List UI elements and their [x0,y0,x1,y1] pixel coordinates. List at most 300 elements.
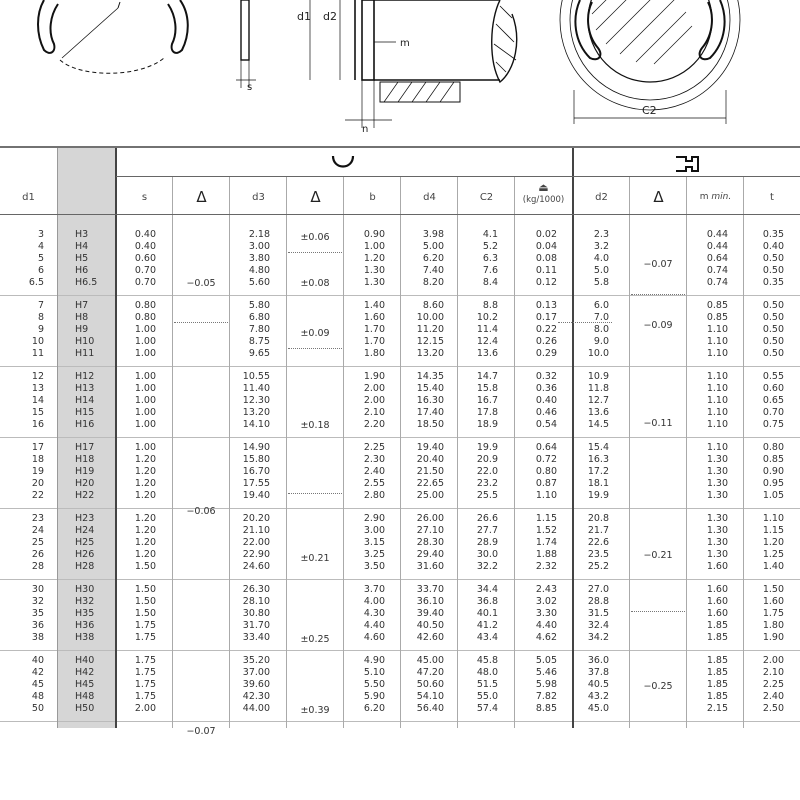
table-cell: 31.60 [416,561,444,572]
table-cell: H3 [75,229,89,240]
table-cell: 26.00 [416,513,444,524]
table-cell: 0.90 [363,229,385,240]
table-cell: 7.0 [593,312,609,323]
table-cell: 10.0 [587,348,609,359]
table-cell: 21.50 [416,466,444,477]
table-cell: 50 [31,703,44,714]
table-cell: 1.20 [134,454,156,465]
table-cell: 12.4 [476,336,498,347]
table-cell: 33.40 [242,632,270,643]
table-cell: 0.02 [535,229,557,240]
table-cell: 1.40 [363,300,385,311]
table-cell: 51.5 [476,679,498,690]
table-cell: 0.40 [535,395,557,406]
table-cell: 32 [31,596,44,607]
table-cell: 19 [31,466,44,477]
table-cell: 22.00 [242,537,270,548]
table-cell: 1.30 [363,277,385,288]
header-m-min [687,192,744,202]
table-cell: 4.30 [363,608,385,619]
table-cell: 7.80 [248,324,270,335]
table-cell: 7.82 [535,691,557,702]
label-d2: d2 [323,10,337,23]
table-cell: 3.02 [535,596,557,607]
tolerance-d3: ±0.09 [300,328,330,339]
table-cell: 28 [31,561,44,572]
table-cell: 9.0 [593,336,609,347]
table-cell: 2.10 [363,407,385,418]
table-cell: H28 [75,561,95,572]
table-cell: 1.20 [134,549,156,560]
table-cell: 23.5 [587,549,609,560]
table-cell: 6.80 [248,312,270,323]
table-cell: 0.74 [706,277,728,288]
header-divider [116,176,800,177]
table-cell: 19.40 [242,490,270,501]
table-cell: 0.60 [134,253,156,264]
table-cell: 19.9 [476,442,498,453]
table-cell: 10.9 [587,371,609,382]
table-cell: 1.10 [762,513,784,524]
table-cell: 35.20 [242,655,270,666]
table-cell: 2.40 [762,691,784,702]
table-cell: 16.7 [476,395,498,406]
table-cell: 0.80 [134,300,156,311]
column-divider [686,176,687,728]
table-cell: 5.50 [363,679,385,690]
table-cell: 48.0 [476,667,498,678]
table-cell: 1.85 [706,679,728,690]
table-cell: 1.60 [706,561,728,572]
table-cell: 11.40 [242,383,270,394]
tolerance-d2: −0.09 [643,320,673,331]
table-cell: 3.98 [422,229,444,240]
table-cell: 1.75 [762,608,784,619]
table-cell: 1.75 [134,655,156,666]
table-cell: 26 [31,549,44,560]
table-cell: 14.10 [242,419,270,430]
table-cell: 43.4 [476,632,498,643]
table-cell: 1.85 [706,667,728,678]
table-cell: 0.85 [706,312,728,323]
table-cell: 2.15 [706,703,728,714]
header-delta-d3: Δ [310,188,321,206]
table-cell: 18 [31,454,44,465]
table-cell: 1.30 [706,549,728,560]
table-cell: 0.50 [762,312,784,323]
table-cell: 3.80 [248,253,270,264]
table-cell: H5 [75,253,89,264]
table-cell: 2.00 [363,383,385,394]
table-cell: 41.2 [476,620,498,631]
table-cell: 1.00 [134,383,156,394]
table-cell: 6.3 [482,253,498,264]
tolerance-d3: ±0.21 [300,553,330,564]
table-cell: 1.10 [706,442,728,453]
table-cell: 19.9 [587,490,609,501]
table-cell: 16.30 [416,395,444,406]
table-cell: 14.7 [476,371,498,382]
table-cell: 1.40 [762,561,784,572]
table-cell: 19.40 [416,442,444,453]
table-cell: 0.46 [535,407,557,418]
table-cell: 38 [31,632,44,643]
table-cell: 3.25 [363,549,385,560]
table-cell: 4.60 [363,632,385,643]
table-cell: 5.80 [248,300,270,311]
tolerance-d2: −0.07 [643,259,673,270]
table-cell: 8.4 [482,277,498,288]
table-cell: 3.00 [248,241,270,252]
table-cell: 1.88 [535,549,557,560]
table-cell: 42.30 [242,691,270,702]
table-cell: 6 [37,265,44,276]
table-cell: 1.10 [706,419,728,430]
table-cell: 30 [31,584,44,595]
table-cell: 1.60 [363,312,385,323]
tolerance-separator [631,611,685,612]
table-cell: 27.10 [416,525,444,536]
table-cell: 1.90 [363,371,385,382]
table-cell: 1.05 [762,490,784,501]
table-cell: 0.50 [762,348,784,359]
tolerance-separator [631,294,685,295]
header-d3: d3 [252,192,265,203]
table-cell: 1.10 [706,348,728,359]
table-cell: 0.70 [762,407,784,418]
table-cell: 1.90 [762,632,784,643]
table-cell: 1.10 [706,395,728,406]
weight-icon: ⏏ [538,181,549,194]
table-cell: 1.85 [706,691,728,702]
table-cell: H19 [75,466,95,477]
table-cell: 31.70 [242,620,270,631]
table-cell: 56.40 [416,703,444,714]
column-divider [115,148,117,728]
header-delta-s: Δ [196,188,207,206]
table-cell: 1.25 [762,549,784,560]
table-cell: 1.20 [363,253,385,264]
table-cell: 7.40 [422,265,444,276]
table-cell: H36 [75,620,95,631]
table-cell: H12 [75,371,95,382]
table-cell: 1.30 [706,490,728,501]
table-cell: 0.50 [762,300,784,311]
table-cell: 21.7 [587,525,609,536]
table-cell: 1.00 [134,348,156,359]
table-cell: H14 [75,395,95,406]
tolerance-d3: ±0.06 [300,232,330,243]
table-cell: 2.50 [762,703,784,714]
table-cell: 0.50 [762,265,784,276]
column-divider [229,176,230,728]
table-cell: 21.10 [242,525,270,536]
tolerance-s: −0.06 [186,506,216,517]
table-cell: 4.90 [363,655,385,666]
table-cell: 1.70 [363,324,385,335]
table-cell: 15.80 [242,454,270,465]
table-cell: 30.80 [242,608,270,619]
table-cell: 13.20 [416,348,444,359]
table-cell: 1.15 [762,525,784,536]
e-clip-front-view [38,0,188,73]
tolerance-separator [288,493,342,494]
table-cell: 1.20 [134,525,156,536]
table-cell: 36.8 [476,596,498,607]
table-cell: 0.40 [134,241,156,252]
table-cell: 32.4 [587,620,609,631]
table-cell: 0.35 [762,229,784,240]
table-cell: H8 [75,312,89,323]
table-cell: 1.70 [363,336,385,347]
tolerance-d3: ±0.08 [300,278,330,289]
table-cell: 0.44 [706,241,728,252]
table-cell: H23 [75,513,95,524]
label-s: s [247,82,253,93]
table-cell: 1.50 [134,608,156,619]
table-cell: 22.0 [476,466,498,477]
table-cell: 6.20 [422,253,444,264]
table-cell: 1.10 [706,336,728,347]
table-cell: 45 [31,679,44,690]
table-cell: 40 [31,655,44,666]
table-cell: 0.85 [762,454,784,465]
dimensions-table [0,148,800,737]
table-cell: 1.00 [134,395,156,406]
tolerance-d2: −0.25 [643,681,673,692]
table-cell: 55.0 [476,691,498,702]
table-cell: 11.4 [476,324,498,335]
table-cell: 31.5 [587,608,609,619]
table-cell: 13 [31,383,44,394]
table-cell: 40.5 [587,679,609,690]
table-cell: 0.70 [134,265,156,276]
table-cell: 4 [37,241,44,252]
table-cell: H22 [75,490,95,501]
table-cell: 3.30 [535,608,557,619]
table-cell: 15.40 [416,383,444,394]
table-cell: 1.60 [762,596,784,607]
table-cell: 42.60 [416,632,444,643]
table-cell: 5 [37,253,44,264]
table-cell: 10 [31,336,44,347]
table-cell: 0.65 [762,395,784,406]
table-cell: 23.2 [476,478,498,489]
table-cell: 2.32 [535,561,557,572]
header-d4: d4 [423,192,436,203]
table-cell: H20 [75,478,95,489]
table-cell: 12.15 [416,336,444,347]
table-cell: 0.95 [762,478,784,489]
table-cell: 1.00 [363,241,385,252]
table-cell: 13.20 [242,407,270,418]
table-cell: 1.85 [706,620,728,631]
table-cell: 15 [31,407,44,418]
table-cell: 25.2 [587,561,609,572]
table-cell: 1.20 [134,466,156,477]
table-cell: 1.20 [134,490,156,501]
table-cell: 23 [31,513,44,524]
table-cell: 14.35 [416,371,444,382]
table-cell: 0.50 [762,324,784,335]
table-cell: H13 [75,383,95,394]
table-cell: 4.80 [248,265,270,276]
table-cell: 44.00 [242,703,270,714]
tolerance-d2: −0.21 [643,550,673,561]
table-cell: 10.55 [242,371,270,382]
header-d1: d1 [22,192,35,203]
table-cell: H42 [75,667,95,678]
table-cell: H45 [75,679,95,690]
table-cell: 5.05 [535,655,557,666]
table-cell: 36 [31,620,44,631]
table-cell: H25 [75,537,95,548]
header-m: m [699,192,709,202]
table-cell: 20 [31,478,44,489]
table-cell: H11 [75,348,95,359]
column-divider [172,176,173,728]
table-cell: 27.0 [587,584,609,595]
label-d1: d1 [297,10,311,23]
table-cell: 0.40 [762,241,784,252]
column-divider [629,176,630,728]
table-cell: H32 [75,596,95,607]
table-cell: 3.00 [363,525,385,536]
table-cell: 3.70 [363,584,385,595]
table-cell: 10.2 [476,312,498,323]
table-cell: 1.30 [363,265,385,276]
table-cell: 36.0 [587,655,609,666]
table-cell: 5.8 [593,277,609,288]
table-cell: 16 [31,419,44,430]
table-cell: 0.55 [762,371,784,382]
table-cell: 1.00 [134,419,156,430]
table-cell: 1.50 [134,561,156,572]
table-cell: H17 [75,442,95,453]
table-cell: 0.32 [535,371,557,382]
table-cell: 2.25 [762,679,784,690]
table-cell: 2.25 [363,442,385,453]
table-cell: 11.20 [416,324,444,335]
table-cell: 22.6 [587,537,609,548]
table-cell: 18.50 [416,419,444,430]
table-cell: 16.70 [242,466,270,477]
table-cell: 2.18 [248,229,270,240]
table-cell: 17.40 [416,407,444,418]
table-cell: 34.2 [587,632,609,643]
tolerance-s: −0.07 [186,726,216,737]
table-cell: 1.75 [134,632,156,643]
table-cell: 14.90 [242,442,270,453]
table-cell: 26.6 [476,513,498,524]
table-cell: 26.30 [242,584,270,595]
table-cell: 24 [31,525,44,536]
table-cell: 8.8 [482,300,498,311]
table-cell: 3.2 [593,241,609,252]
table-cell: H6.5 [75,277,98,288]
table-cell: 28.30 [416,537,444,548]
table-cell: 43.2 [587,691,609,702]
table-cell: 8.85 [535,703,557,714]
table-cell: 5.60 [248,277,270,288]
table-cell: 3.15 [363,537,385,548]
table-cell: 32.2 [476,561,498,572]
table-cell: 17.8 [476,407,498,418]
table-cell: 1.30 [706,537,728,548]
table-cell: 37.00 [242,667,270,678]
tolerance-separator [288,348,342,349]
table-cell: 1.10 [706,407,728,418]
table-cell: 0.26 [535,336,557,347]
header-t: t [770,192,774,203]
table-cell: 9.65 [248,348,270,359]
header-b: b [369,192,376,203]
table-cell: 1.10 [535,490,557,501]
table-cell: 17.55 [242,478,270,489]
table-cell: 6.20 [363,703,385,714]
table-cell: 4.00 [363,596,385,607]
table-cell: 30.0 [476,549,498,560]
header-kg: (kg/1000) [522,195,565,205]
table-cell: 5.46 [535,667,557,678]
table-cell: 0.29 [535,348,557,359]
table-cell: 6.0 [593,300,609,311]
table-cell: 27.7 [476,525,498,536]
table-cell: 1.30 [706,478,728,489]
table-cell: 1.15 [535,513,557,524]
table-cell: 0.40 [134,229,156,240]
header-c2: C2 [479,192,494,203]
header-d2: d2 [595,192,608,203]
table-cell: 1.00 [134,442,156,453]
header-s: s [141,192,148,203]
table-cell: 0.64 [706,253,728,264]
header-min: min. [711,192,732,202]
table-cell: 2.43 [535,584,557,595]
table-cell: 8.0 [593,324,609,335]
table-cell: 17.2 [587,466,609,477]
table-cell: 6.5 [28,277,44,288]
table-cell: H30 [75,584,95,595]
table-cell: H26 [75,549,95,560]
table-cell: 2.00 [762,655,784,666]
table-cell: 1.50 [134,596,156,607]
table-cell: 22.90 [242,549,270,560]
table-cell: 39.40 [416,608,444,619]
table-cell: H4 [75,241,89,252]
table-cell: 25.5 [476,490,498,501]
column-divider [343,176,344,728]
tolerance-separator [288,252,342,253]
table-cell: H15 [75,407,95,418]
shaft-groove-view [310,0,517,128]
table-cell: 0.44 [706,229,728,240]
table-cell: 57.4 [476,703,498,714]
table-cell: 4.0 [593,253,609,264]
table-cell: 1.20 [762,537,784,548]
table-cell: 0.50 [762,253,784,264]
header-delta-d2: Δ [653,188,664,206]
table-cell: 5.10 [363,667,385,678]
table-cell: 0.85 [706,300,728,311]
table-cell: 28.10 [242,596,270,607]
table-cell: 5.90 [363,691,385,702]
table-cell: 37.8 [587,667,609,678]
table-cell: 11 [31,348,44,359]
table-cell: 2.20 [363,419,385,430]
table-cell: 42 [31,667,44,678]
table-cell: 1.85 [706,632,728,643]
